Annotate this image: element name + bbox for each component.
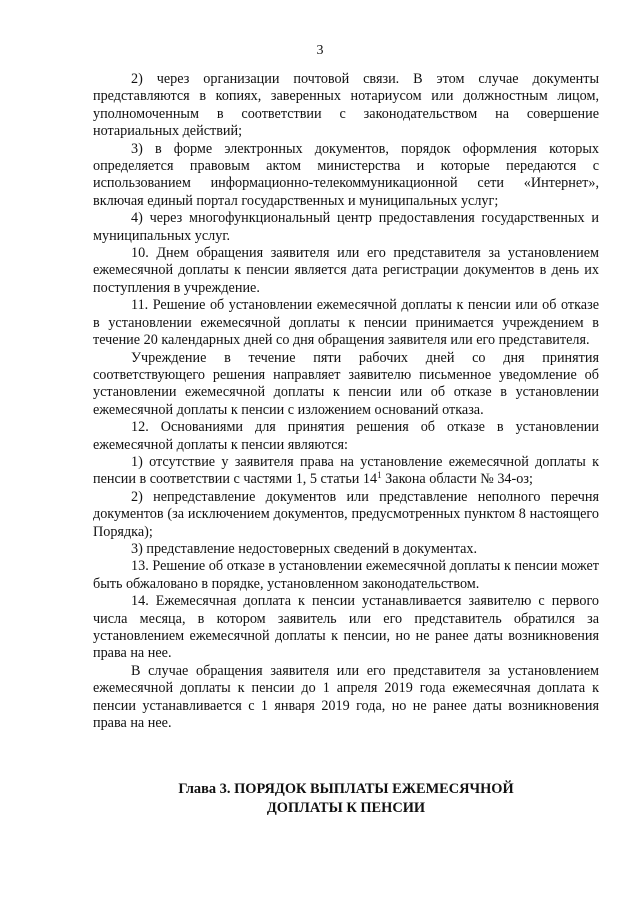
paragraph-12: 12. Основаниями для принятия решения об отказе в установлении ежемесячной доплаты к пенсии являются:	[93, 419, 599, 453]
paragraph-14: 14. Ежемесячная доплата к пенсии устанавливается заявителю с первого числа месяца, в котором заявитель или его представитель обратился за установлением ежемесячной доплаты к пенсии, но не ранее даты возникновения права на нее.	[93, 593, 599, 662]
paragraph-12-item-2: 2) непредставление документов или представление неполного перечня документов (за исключением документов, предусмотренных пунктом 8 настоящего Порядка);	[93, 488, 599, 540]
document-body	[93, 71, 599, 732]
paragraph-3-electronic: 3) в форме электронных документов, порядок оформления которых определяется правовым актом министерства и которые передаются с использованием информационно-телекоммуникационной сети «Интернет», включая единый портал государственных и муниципальных услуг;	[93, 140, 599, 209]
page-number: 3	[316, 43, 324, 58]
chapter-heading-line-2: ДОПЛАТЫ К ПЕНСИИ	[266, 800, 426, 816]
chapter-heading-line-1: Глава 3. ПОРЯДОК ВЫПЛАТЫ ЕЖЕМЕСЯЧНОЙ	[178, 781, 514, 797]
paragraph-12-item-1-text: 1) отсутствие у заявителя права на установление ежемесячной доплаты к пенсии в соответствии с частями 1, 5 статьи 14	[93, 453, 599, 488]
paragraph-12-item-1	[93, 454, 599, 489]
chapter-heading	[93, 780, 599, 818]
paragraph-2-mail: 2) через организации почтовой связи. В этом случае документы представляются в копиях, заверенных нотариусом или должностным лицом, уполномоченным в соответствии с законодательством на совершение нотариальных действий;	[93, 71, 599, 140]
paragraph-4-mfc: 4) через многофункциональный центр предоставления государственных и муниципальных услуг.	[93, 210, 599, 244]
paragraph-14-2019: В случае обращения заявителя или его представителя за установлением ежемесячной доплаты к пенсии до 1 апреля 2019 года ежемесячная доплата к пенсии устанавливается с 1 января 2019 года, но не ранее даты возникновения права на нее.	[93, 662, 599, 732]
paragraph-13: 13. Решение об отказе в установлении ежемесячной доплаты к пенсии может быть обжаловано в порядке, установленном законодательством.	[93, 558, 599, 592]
paragraph-12-item-1-law: Закона области № 34-оз;	[381, 471, 533, 488]
paragraph-12-item-3: 3) представление недостоверных сведений в документах.	[131, 540, 478, 557]
paragraph-11: 11. Решение об установлении ежемесячной доплаты к пенсии или об отказе в установлении ежемесячной доплаты к пенсии принимается учреждением в течение 20 календарных дней со дня обращения заявителя или его представителя.	[93, 297, 599, 349]
paragraph-10: 10. Днем обращения заявителя или его представителя за установлением ежемесячной доплаты к пенсии является дата регистрации документов в день их поступления в учреждение.	[93, 245, 599, 296]
superscript-article-number: 1	[377, 470, 382, 481]
paragraph-11-notice: Учреждение в течение пяти рабочих дней со дня принятия соответствующего решения направляет заявителю письменное уведомление об установлении ежемесячной доплаты к пенсии или об отказе в установлении ежемесячной доплаты к пенсии с изложением оснований отказа.	[93, 349, 599, 418]
